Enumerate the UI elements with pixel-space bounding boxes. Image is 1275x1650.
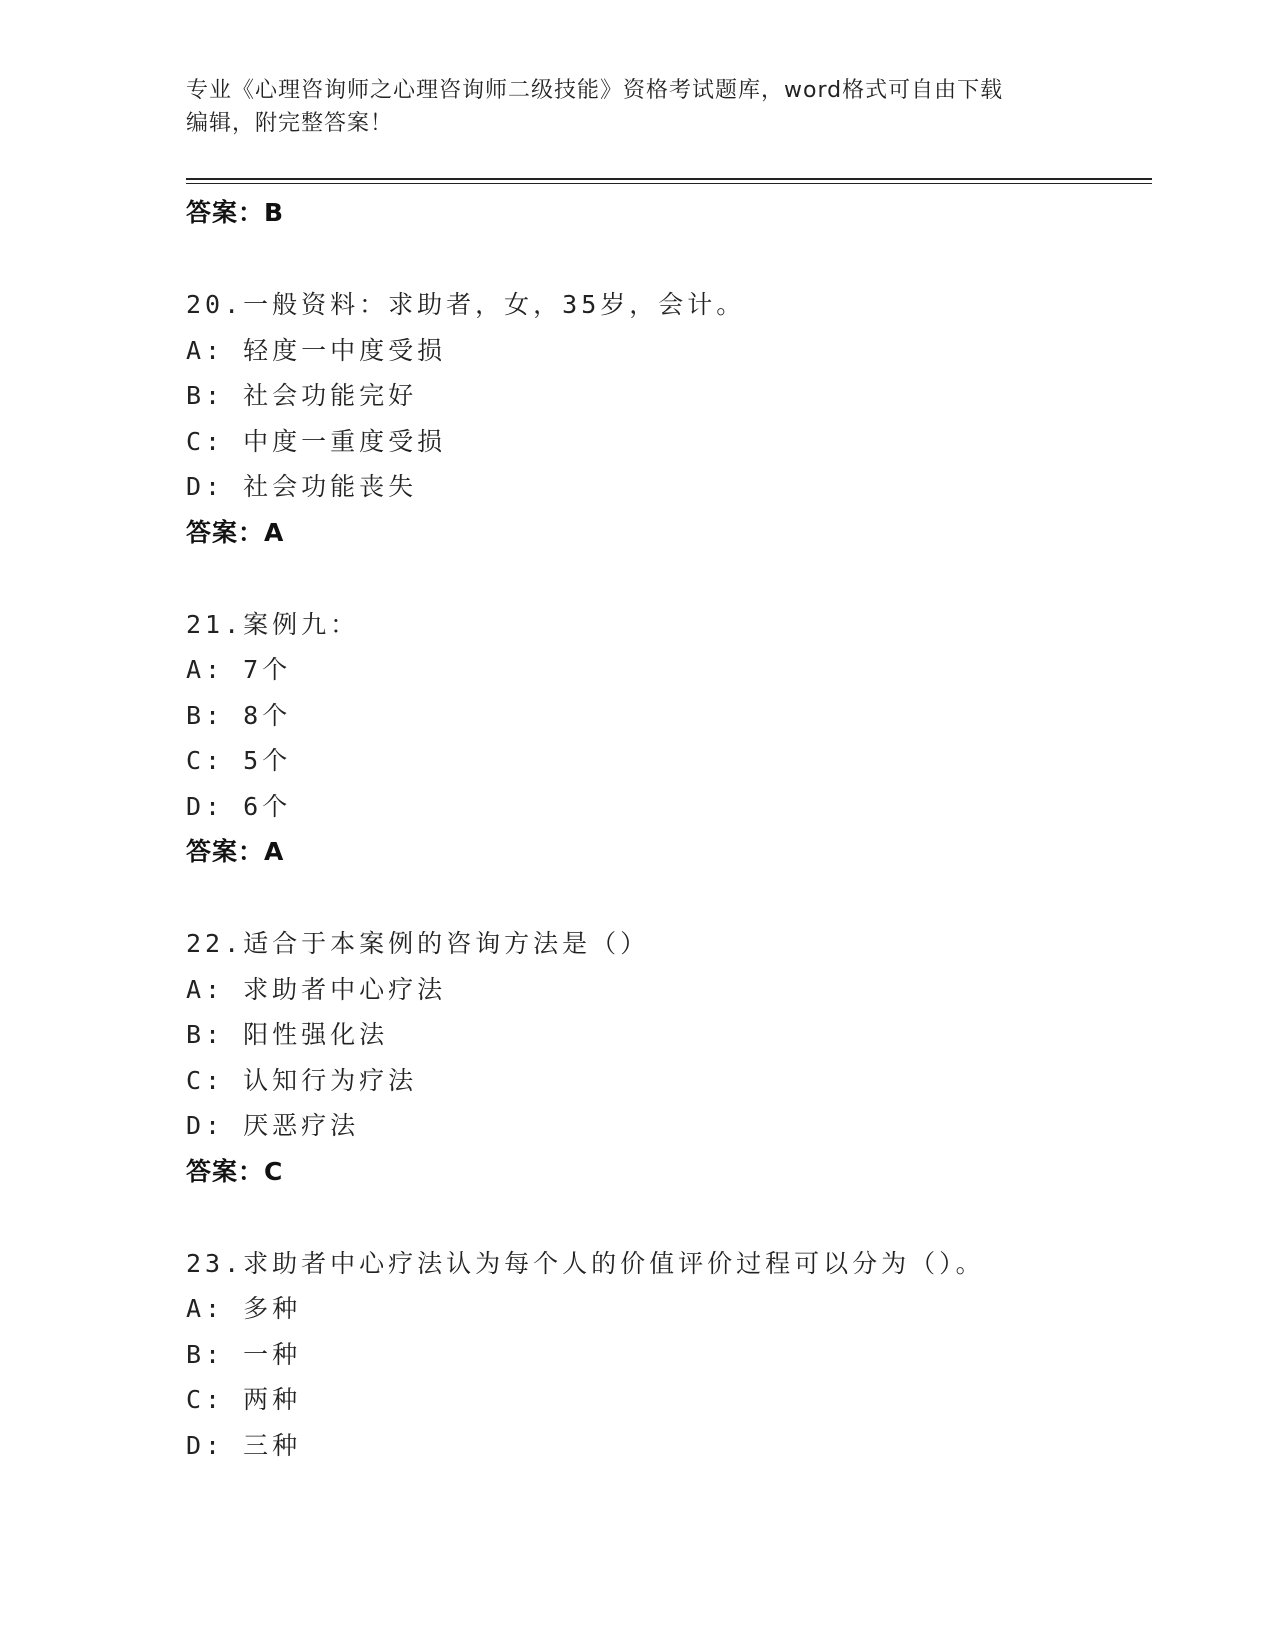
option-b: B: 8个	[186, 700, 292, 730]
option-a: A: 求助者中心疗法	[186, 974, 447, 1004]
answer-value: B	[264, 198, 285, 227]
header-rule-thick	[186, 178, 1152, 180]
option-b: B: 一种	[186, 1339, 302, 1369]
option-c: C: 认知行为疗法	[186, 1065, 418, 1095]
answer-line	[186, 190, 1146, 235]
question-title: 20.一般资料：求助者，女，35岁，会计。	[186, 290, 746, 319]
header-rule-thin	[186, 183, 1152, 184]
question-title: 22.适合于本案例的咨询方法是（）	[186, 929, 650, 958]
header-line-1: 专业《心理咨询师之心理咨询师二级技能》资格考试题库，word格式可自由下载	[186, 78, 1004, 103]
option-a: A: 7个	[186, 655, 292, 684]
question-title: 23.求助者中心疗法认为每个人的价值评价过程可以分为（）。	[186, 1248, 985, 1278]
header-line-2: 编辑，附完整答案！	[186, 111, 394, 136]
answer-value: C	[264, 1156, 284, 1186]
answer-line	[186, 1149, 1146, 1194]
answer-value: A	[264, 517, 285, 547]
answer-value: A	[264, 837, 285, 866]
option-d: D: 社会功能丧失	[186, 472, 418, 501]
question-item	[186, 1241, 1146, 1469]
answer-label: 答案：	[186, 837, 265, 866]
option-c: C: 5个	[186, 746, 292, 775]
answer-label: 答案：	[186, 1156, 265, 1186]
option-c: C: 两种	[186, 1385, 302, 1414]
question-content	[186, 190, 1146, 1468]
option-b: B: 社会功能完好	[186, 381, 418, 410]
option-a: A: 多种	[186, 1294, 302, 1323]
option-b: B: 阳性强化法	[186, 1020, 389, 1049]
answer-label: 答案：	[186, 198, 265, 227]
document-header	[186, 74, 1086, 140]
question-item	[186, 602, 1146, 875]
answer-label: 答案：	[186, 517, 265, 547]
option-a: A: 轻度一中度受损	[186, 335, 447, 365]
question-item	[186, 282, 1146, 555]
question-title: 21.案例九：	[186, 609, 360, 639]
option-c: C: 中度一重度受损	[186, 426, 447, 456]
answer-line	[186, 510, 1146, 555]
option-d: D: 厌恶疗法	[186, 1111, 360, 1140]
option-d: D: 6个	[186, 791, 292, 821]
option-d: D: 三种	[186, 1430, 302, 1460]
question-item	[186, 921, 1146, 1194]
answer-line	[186, 829, 1146, 874]
